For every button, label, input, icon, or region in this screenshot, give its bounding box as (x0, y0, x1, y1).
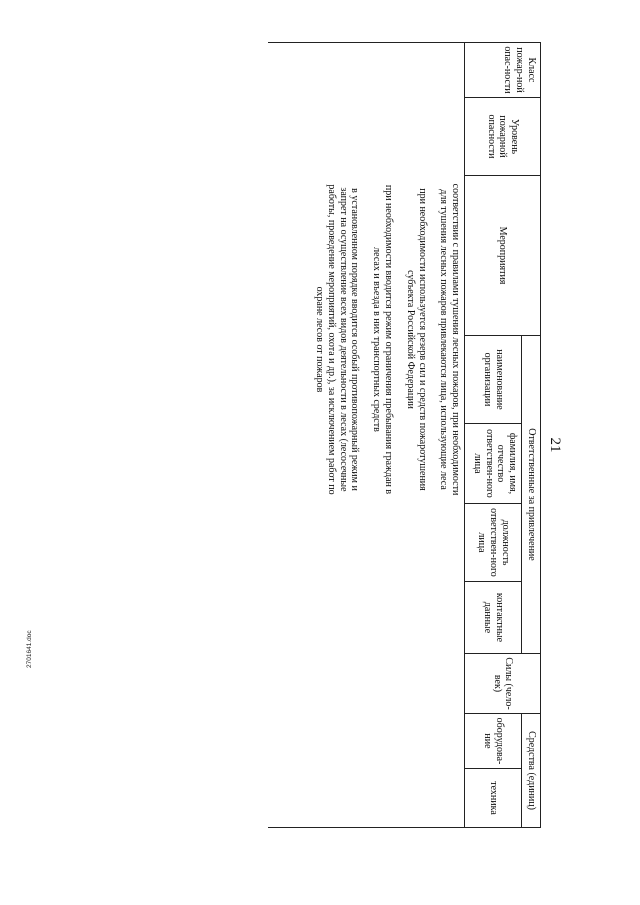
measure-paragraph: при необходимости вводится режим ограничения пребывания граждан в лесах и въезда в них транспортных средств (371, 184, 395, 495)
header-means: Средства (единиц) (522, 714, 541, 828)
header-person-name: фамилия, имя, отчество ответствен-ного лица (465, 424, 522, 504)
class-cell (268, 43, 465, 98)
header-position: должность ответствен-ного лица (465, 504, 522, 582)
header-machinery: техника (465, 769, 522, 828)
page-number: 21 (547, 437, 563, 453)
header-equipment: оборудова-ние (465, 714, 522, 769)
empty-cell (268, 714, 465, 769)
header-responsible: Ответственные за привлечение (522, 336, 541, 654)
measures-table (268, 42, 541, 828)
header-measures: Мероприятия (465, 176, 541, 336)
measure-paragraph: соответствии с правилами тушения лесных пожаров, при необходимости для тушения лесных пожаров привлекаются лица, использующие леса (438, 183, 462, 496)
file-name: 2701641.doc (26, 630, 33, 668)
table-row (268, 43, 465, 828)
rotated-page (45, 22, 565, 847)
measures-cell (268, 176, 465, 504)
empty-cell (268, 654, 465, 714)
level-cell (268, 98, 465, 176)
header-row-1 (522, 43, 541, 828)
empty-cell (268, 504, 465, 582)
header-forces: Силы (чело-век) (465, 654, 541, 714)
header-contacts: контактные данные (465, 582, 522, 654)
empty-cell (268, 769, 465, 828)
header-level: Уровень пожарной опасности (465, 98, 541, 176)
measure-paragraph: в установленном порядке вводится особый противопожарный режим и запрет на осуществление всех видов деятельности в лесах (лесосечные работы, проведение мероприятий, охота и др.), за исключением работ по охране лесов от пожаров (314, 184, 361, 495)
empty-cell (268, 582, 465, 654)
header-class: Класс пожар-ной опас-ности (465, 43, 541, 98)
header-org-name: наименование организации (465, 336, 522, 424)
measure-paragraph: при необходимости используется резерв сил и средств пожаротушения субъекта Российской Федерации (404, 188, 428, 491)
